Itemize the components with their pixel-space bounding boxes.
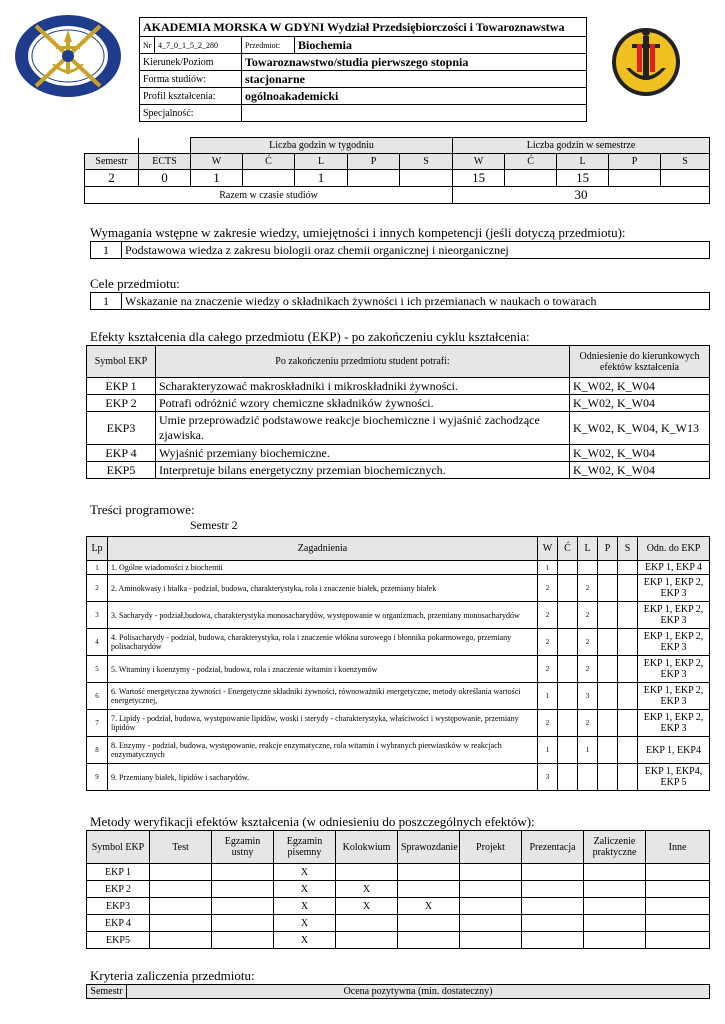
content-p <box>598 710 618 737</box>
content-c <box>558 710 578 737</box>
methods-mark: X <box>274 881 336 898</box>
methods-mark <box>212 864 274 881</box>
content-col-s: S <box>618 537 638 561</box>
content-ref: EKP 1, EKP4 <box>638 737 710 764</box>
methods-symbol: EKP 4 <box>87 915 150 932</box>
content-row <box>87 629 710 656</box>
content-l: 2 <box>578 602 598 629</box>
methods-mark: X <box>336 881 398 898</box>
content-ref: EKP 1, EKP 2, EKP 3 <box>638 710 710 737</box>
effect-row <box>87 378 710 395</box>
content-ref: EKP 1, EKP 2, EKP 3 <box>638 602 710 629</box>
methods-col-colloquium: Kolokwium <box>336 831 398 864</box>
content-row <box>87 764 710 791</box>
methods-col-other: Inne <box>646 831 710 864</box>
sem-c-value <box>505 170 557 187</box>
col-week-l: L <box>295 154 348 170</box>
methods-symbol: EKP 1 <box>87 864 150 881</box>
content-l: 2 <box>578 575 598 602</box>
methods-symbol: EKP3 <box>87 898 150 915</box>
methods-mark: X <box>274 898 336 915</box>
content-col-w: W <box>538 537 558 561</box>
content-row <box>87 602 710 629</box>
content-topic: 9. Przemiany białek, lipidów i sacharydów. <box>108 764 538 791</box>
col-sem-s: S <box>661 154 710 170</box>
effects-col-desc: Po zakończeniu przedmiotu student potrafi: <box>156 346 570 378</box>
content-w: 2 <box>538 656 558 683</box>
profil-label: Profil kształcenia: <box>140 88 242 105</box>
semestr-value: 2 <box>85 170 139 187</box>
methods-col-test: Test <box>150 831 212 864</box>
content-w: 1 <box>538 683 558 710</box>
goals-title: Cele przedmiotu: <box>90 276 180 291</box>
content-col-p: P <box>598 537 618 561</box>
effect-row <box>87 445 710 462</box>
content-lp: 5 <box>87 656 108 683</box>
content-s <box>618 656 638 683</box>
content-topic: 5. Witaminy i koenzymy - podział, budowa, rola i znaczenie witamin i koenzymów <box>108 656 538 683</box>
methods-mark <box>584 915 646 932</box>
methods-row <box>87 881 710 898</box>
content-ref: EKP 1, EKP 2, EKP 3 <box>638 575 710 602</box>
methods-mark <box>646 898 710 915</box>
methods-mark <box>336 915 398 932</box>
content-c <box>558 764 578 791</box>
content-topic: 4. Polisacharydy - podział, budowa, charakterystyka, rola i znaczenie włókna surowego i błonnika pokarmowego, przemiany polisacharydów <box>108 629 538 656</box>
content-p <box>598 764 618 791</box>
content-p <box>598 629 618 656</box>
effects-title: Efekty kształcenia dla całego przedmiotu (EKP) - po zakończeniu cyklu kształcenia: <box>90 329 530 344</box>
goal-text: Wskazanie na znaczenie wiedzy o składnikach żywności i ich przemianach w naukach o towarach <box>122 293 710 310</box>
content-p <box>598 575 618 602</box>
effect-symbol: EKP5 <box>87 462 156 479</box>
content-row <box>87 710 710 737</box>
methods-mark: X <box>274 864 336 881</box>
sem-w-value: 15 <box>453 170 505 187</box>
content-w: 3 <box>538 764 558 791</box>
content-w: 1 <box>538 561 558 575</box>
total-value: 30 <box>453 187 710 204</box>
total-label: Razem w czasie studiów <box>85 187 453 204</box>
week-c-value <box>243 170 295 187</box>
content-lp: 6 <box>87 683 108 710</box>
goals-table <box>90 292 710 310</box>
forma-value: stacjonarne <box>242 71 587 88</box>
semester-hours-header: Liczba godzin w semestrze <box>453 138 710 154</box>
content-s <box>618 575 638 602</box>
content-s <box>618 602 638 629</box>
content-c <box>558 683 578 710</box>
effect-row <box>87 462 710 479</box>
content-lp: 4 <box>87 629 108 656</box>
methods-mark <box>150 881 212 898</box>
effect-row <box>87 412 710 445</box>
methods-mark <box>150 898 212 915</box>
methods-col-written: Egzamin pisemny <box>274 831 336 864</box>
week-l-value: 1 <box>295 170 348 187</box>
methods-symbol: EKP 2 <box>87 881 150 898</box>
requirements-title: Wymagania wstępne w zakresie wiedzy, umiejętności i innych kompetencji (jeśli dotyczą przedmiotu): <box>90 225 626 240</box>
content-row <box>87 561 710 575</box>
specjalnosc-value <box>242 105 587 122</box>
content-w: 2 <box>538 602 558 629</box>
col-week-s: S <box>400 154 453 170</box>
methods-mark <box>646 915 710 932</box>
requirement-no: 1 <box>91 242 122 259</box>
content-w: 2 <box>538 629 558 656</box>
effect-symbol: EKP 1 <box>87 378 156 395</box>
methods-mark <box>522 881 584 898</box>
methods-col-practical: Zaliczenie praktyczne <box>584 831 646 864</box>
content-ref: EKP 1, EKP 2, EKP 3 <box>638 683 710 710</box>
content-lp: 2 <box>87 575 108 602</box>
content-l: 2 <box>578 629 598 656</box>
methods-mark <box>398 864 460 881</box>
content-ref: EKP 1, EKP 2, EKP 3 <box>638 629 710 656</box>
content-col-lp: Lp <box>87 537 108 561</box>
methods-mark <box>150 915 212 932</box>
methods-row <box>87 864 710 881</box>
col-sem-c: Ć <box>505 154 557 170</box>
methods-mark: X <box>274 932 336 949</box>
effect-desc: Potrafi odróżnić wzory chemiczne składników żywności. <box>156 395 570 412</box>
content-w: 2 <box>538 575 558 602</box>
content-lp: 7 <box>87 710 108 737</box>
content-lp: 1 <box>87 561 108 575</box>
content-topic: 7. Lipidy - podział, budowa, występowanie lipidów, woski i sterydy - charakterystyka, właściwości i występowanie, przemiany lipidów <box>108 710 538 737</box>
methods-symbol: EKP5 <box>87 932 150 949</box>
methods-col-oral: Egzamin ustny <box>212 831 274 864</box>
methods-mark <box>584 898 646 915</box>
content-table <box>86 536 710 791</box>
methods-mark <box>646 932 710 949</box>
methods-mark <box>584 881 646 898</box>
methods-row <box>87 915 710 932</box>
col-week-c: Ć <box>243 154 295 170</box>
methods-row <box>87 932 710 949</box>
content-row <box>87 656 710 683</box>
methods-mark: X <box>336 898 398 915</box>
content-c <box>558 656 578 683</box>
col-sem-p: P <box>609 154 661 170</box>
sem-p-value <box>609 170 661 187</box>
content-p <box>598 656 618 683</box>
kierunek-label: Kierunek/Poziom <box>140 54 242 71</box>
content-topic: 1. Ogólne wiadomości z biochemii <box>108 561 538 575</box>
effect-desc: Scharakteryzować makroskładniki i mikroskładniki żywności. <box>156 378 570 395</box>
effect-symbol: EKP3 <box>87 412 156 445</box>
col-week-p: P <box>348 154 400 170</box>
methods-mark <box>460 864 522 881</box>
content-s <box>618 710 638 737</box>
methods-mark <box>460 932 522 949</box>
criteria-title: Kryteria zaliczenia przedmiotu: <box>90 968 255 983</box>
methods-table <box>86 830 710 949</box>
effects-table <box>86 345 710 479</box>
methods-mark <box>584 932 646 949</box>
profil-value: ogólnoakademicki <box>242 88 587 105</box>
content-l: 1 <box>578 737 598 764</box>
content-c <box>558 575 578 602</box>
content-s <box>618 764 638 791</box>
methods-mark <box>336 864 398 881</box>
effect-symbol: EKP 4 <box>87 445 156 462</box>
nr-label: Nr <box>140 37 155 54</box>
content-p <box>598 561 618 575</box>
methods-col-report: Sprawozdanie <box>398 831 460 864</box>
methods-col-symbol: Symbol EKP <box>87 831 150 864</box>
content-w: 2 <box>538 710 558 737</box>
methods-mark <box>212 881 274 898</box>
content-c <box>558 602 578 629</box>
content-l: 2 <box>578 656 598 683</box>
col-ects: ECTS <box>139 154 191 170</box>
content-lp: 9 <box>87 764 108 791</box>
methods-mark <box>646 864 710 881</box>
content-lp: 8 <box>87 737 108 764</box>
content-ref: EKP 1, EKP4, EKP 5 <box>638 764 710 791</box>
effects-col-ref: Odniesienie do kierunkowych efektów kształcenia <box>570 346 710 378</box>
content-l: 2 <box>578 710 598 737</box>
content-col-ref: Odn. do EKP <box>638 537 710 561</box>
criteria-col-semestr: Semestr <box>87 985 127 999</box>
content-p <box>598 602 618 629</box>
content-p <box>598 737 618 764</box>
methods-mark <box>150 864 212 881</box>
przedmiot-label: Przedmiot: <box>242 37 295 54</box>
requirements-table <box>90 241 710 259</box>
week-w-value: 1 <box>191 170 243 187</box>
content-c <box>558 737 578 764</box>
content-l <box>578 764 598 791</box>
requirement-text: Podstawowa wiedza z zakresu biologii oraz chemii organicznej i nieorganicznej <box>122 242 710 259</box>
content-c <box>558 629 578 656</box>
content-col-topic: Zagadnienia <box>108 537 538 561</box>
content-topic: 6. Wartość energetyczna żywności - Energetyczne składniki żywności, równoważniki energetyczne, metody określania wartości energetycznej, <box>108 683 538 710</box>
methods-mark <box>584 864 646 881</box>
content-row <box>87 575 710 602</box>
forma-label: Forma studiów: <box>140 71 242 88</box>
requirement-row <box>91 242 710 259</box>
methods-col-project: Projekt <box>460 831 522 864</box>
methods-mark <box>212 915 274 932</box>
content-row <box>87 737 710 764</box>
content-lp: 3 <box>87 602 108 629</box>
methods-mark <box>150 932 212 949</box>
effect-desc: Umie przeprowadzić podstawowe reakcje biochemiczne i wyjaśnić zachodzące zjawiska. <box>156 412 570 445</box>
methods-mark <box>212 932 274 949</box>
sem-s-value <box>661 170 710 187</box>
effect-ref: K_W02, K_W04 <box>570 462 710 479</box>
header-title: AKADEMIA MORSKA W GDYNI Wydział Przedsiębiorczości i Towaroznawstwa <box>140 18 587 37</box>
effect-row <box>87 395 710 412</box>
hours-table <box>84 137 710 204</box>
content-s <box>618 683 638 710</box>
methods-mark <box>212 898 274 915</box>
content-col-l: L <box>578 537 598 561</box>
methods-mark <box>398 915 460 932</box>
week-s-value <box>400 170 453 187</box>
methods-mark: X <box>274 915 336 932</box>
content-c <box>558 561 578 575</box>
effects-col-symbol: Symbol EKP <box>87 346 156 378</box>
methods-mark <box>460 881 522 898</box>
methods-row <box>87 898 710 915</box>
effect-ref: K_W02, K_W04, K_W13 <box>570 412 710 445</box>
content-s <box>618 629 638 656</box>
academy-logo-left <box>12 12 124 100</box>
goal-row <box>91 293 710 310</box>
col-semestr: Semestr <box>85 154 139 170</box>
effect-ref: K_W02, K_W04 <box>570 445 710 462</box>
content-l: 3 <box>578 683 598 710</box>
methods-col-presentation: Prezentacja <box>522 831 584 864</box>
methods-mark <box>460 915 522 932</box>
content-row <box>87 683 710 710</box>
academy-logo-right <box>598 10 694 118</box>
przedmiot-value: Biochemia <box>295 37 587 54</box>
content-w: 1 <box>538 737 558 764</box>
content-title: Treści programowe: <box>90 502 195 517</box>
methods-mark <box>336 932 398 949</box>
week-hours-header: Liczba godzin w tygodniu <box>191 138 453 154</box>
content-ref: EKP 1, EKP 4 <box>638 561 710 575</box>
col-week-w: W <box>191 154 243 170</box>
effect-desc: Wyjaśnić przemiany biochemiczne. <box>156 445 570 462</box>
nr-value: 4_7_0_1_5_2_280 <box>155 37 242 54</box>
col-sem-w: W <box>453 154 505 170</box>
methods-mark <box>646 881 710 898</box>
criteria-col-grade: Ocena pozytywna (min. dostateczny) <box>127 985 710 999</box>
criteria-table <box>86 984 710 999</box>
methods-mark <box>460 898 522 915</box>
col-sem-l: L <box>557 154 609 170</box>
effect-desc: Interpretuje bilans energetyczny przemian biochemicznych. <box>156 462 570 479</box>
kierunek-value: Towaroznawstwo/studia pierwszego stopnia <box>242 54 587 71</box>
effect-symbol: EKP 2 <box>87 395 156 412</box>
header-table <box>139 17 587 122</box>
methods-mark <box>522 915 584 932</box>
specjalnosc-label: Specjalność: <box>140 105 242 122</box>
content-topic: 3. Sacharydy - podział,budowa, charakterystyka monosacharydów, występowanie w organizmach, przemiany monosacharydów <box>108 602 538 629</box>
goal-no: 1 <box>91 293 122 310</box>
methods-mark <box>398 881 460 898</box>
methods-title: Metody weryfikacji efektów kształcenia (w odniesieniu do poszczególnych efektów): <box>90 814 535 829</box>
content-s <box>618 737 638 764</box>
methods-mark <box>522 898 584 915</box>
week-p-value <box>348 170 400 187</box>
content-col-c: Ć <box>558 537 578 561</box>
methods-mark <box>398 932 460 949</box>
methods-mark <box>522 864 584 881</box>
content-s <box>618 561 638 575</box>
content-l <box>578 561 598 575</box>
content-ref: EKP 1, EKP 2, EKP 3 <box>638 656 710 683</box>
content-p <box>598 683 618 710</box>
methods-mark: X <box>398 898 460 915</box>
content-semester-title: Semestr 2 <box>190 518 238 532</box>
sem-l-value: 15 <box>557 170 609 187</box>
effect-ref: K_W02, K_W04 <box>570 395 710 412</box>
ects-value: 0 <box>139 170 191 187</box>
content-topic: 2. Aminokwasy i białka - podział, budowa, charakterystyka, rola i znaczenie białek, przemiany białek <box>108 575 538 602</box>
effect-ref: K_W02, K_W04 <box>570 378 710 395</box>
content-topic: 8. Enzymy - podział, budowa, występowanie, reakcje enzymatyczne, rola witamin i wybranych pierwiastków w reakcjach enzymatycznych <box>108 737 538 764</box>
methods-mark <box>522 932 584 949</box>
